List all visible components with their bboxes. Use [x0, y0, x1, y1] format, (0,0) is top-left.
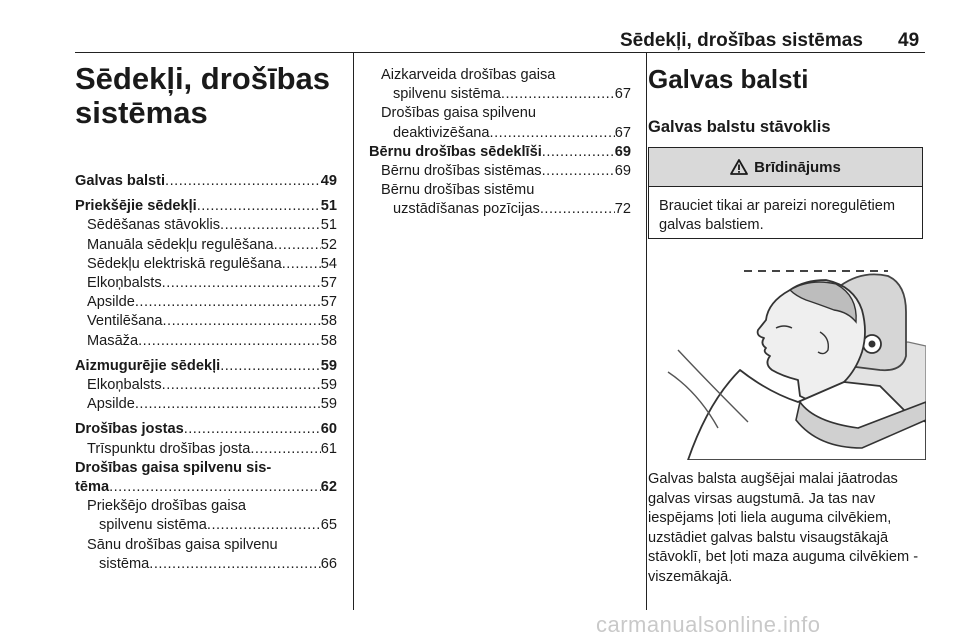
toc-entry[interactable] — [369, 143, 631, 162]
toc-page-number: 69 — [614, 163, 631, 180]
toc-entry[interactable] — [75, 312, 337, 331]
toc-dot-leader — [250, 440, 320, 459]
toc-dot-leader — [501, 85, 615, 104]
toc-dot-leader — [135, 293, 321, 312]
toc-entry[interactable] — [75, 197, 337, 216]
toc-dot-leader — [162, 376, 321, 395]
toc-entry-label: Priekšējie sēdekļi — [75, 198, 197, 215]
toc-entry-text: Bērnu drošības sistēmu — [381, 182, 535, 199]
table-of-contents-left — [75, 172, 337, 574]
toc-page-number: 72 — [614, 201, 631, 218]
toc-entry[interactable] — [75, 255, 337, 274]
toc-page-number: 57 — [320, 294, 337, 311]
toc-entry-label: spilvenu sistēma — [99, 517, 207, 534]
driver-headrest-illustration — [648, 252, 926, 460]
subsection-title: Galvas balstu stāvoklis — [648, 118, 831, 136]
toc-dot-leader — [220, 216, 321, 235]
toc-page-number: 54 — [320, 255, 337, 272]
toc-dot-leader — [135, 395, 321, 414]
toc-entry[interactable] — [75, 274, 337, 293]
toc-dot-leader — [490, 124, 615, 143]
running-header-title: Sēdekļi, drošības sistēmas — [620, 30, 863, 51]
toc-page-number: 67 — [614, 124, 631, 141]
toc-entry-text: Aizkarveida drošības gaisa — [381, 67, 556, 83]
toc-entry-label: Masāža — [87, 332, 139, 349]
toc-entry-label: tēma — [75, 479, 110, 496]
toc-dot-leader — [165, 172, 321, 191]
toc-page-number: 65 — [320, 517, 337, 534]
toc-entry[interactable] — [75, 357, 337, 376]
toc-entry-label: Bērnu drošības sistēmas — [381, 163, 542, 180]
toc-dot-leader — [184, 420, 321, 439]
toc-entry[interactable] — [75, 555, 337, 574]
toc-dot-leader — [197, 197, 321, 216]
toc-entry[interactable] — [75, 216, 337, 235]
toc-entry[interactable] — [75, 516, 337, 535]
toc-page-number: 58 — [320, 313, 337, 330]
toc-page-number: 57 — [320, 275, 337, 292]
toc-entry[interactable] — [369, 200, 631, 219]
toc-page-number: 69 — [614, 143, 631, 160]
toc-entry[interactable] — [369, 85, 631, 104]
toc-entry-label: Galvas balsti — [75, 173, 166, 189]
toc-entry[interactable] — [75, 478, 337, 497]
toc-page-number: 51 — [320, 217, 337, 234]
toc-entry-text: Sānu drošības gaisa spilvenu — [87, 536, 278, 553]
warning-heading: Brīdinājums — [754, 158, 841, 176]
toc-entry-label: Elkoņbalsts — [87, 377, 162, 394]
toc-entry-label: sistēma — [99, 555, 150, 572]
toc-entry[interactable] — [75, 172, 337, 191]
warning-box — [648, 147, 923, 239]
toc-entry[interactable] — [75, 376, 337, 395]
watermark: carmanualsonline.info — [596, 612, 821, 637]
section-title: Galvas balsti — [648, 64, 809, 94]
toc-entry[interactable] — [75, 236, 337, 255]
toc-entry-label: Apsilde — [87, 294, 135, 311]
toc-dot-leader — [162, 312, 320, 331]
toc-entry-label: Trīspunktu drošības josta — [87, 440, 251, 457]
toc-page-number: 52 — [320, 236, 337, 253]
toc-entry-label: Elkoņbalsts — [87, 275, 162, 292]
table-of-contents-middle — [369, 66, 631, 220]
toc-dot-leader — [540, 200, 615, 219]
toc-entry-label: Drošības jostas — [75, 421, 184, 438]
toc-dot-leader — [207, 516, 321, 535]
toc-dot-leader — [542, 143, 615, 162]
toc-dot-leader — [542, 162, 615, 181]
toc-page-number: 61 — [320, 440, 337, 457]
toc-entry-label: deaktivizēšana — [393, 124, 490, 141]
toc-entry-label: spilvenu sistēma — [393, 86, 501, 103]
toc-page-number: 60 — [320, 421, 337, 438]
column-divider-left — [353, 52, 354, 610]
toc-entry[interactable] — [369, 124, 631, 143]
toc-page-number: 59 — [320, 377, 337, 394]
warning-text: Brauciet tikai ar pareizi noregulētiem galvas balstiem. — [659, 198, 896, 233]
page-number: 49 — [898, 30, 920, 51]
toc-dot-leader — [220, 357, 321, 376]
toc-entry[interactable] — [75, 293, 337, 312]
toc-entry[interactable] — [75, 332, 337, 351]
toc-entry[interactable] — [369, 162, 631, 181]
toc-entry[interactable] — [75, 395, 337, 414]
toc-dot-leader — [149, 555, 320, 574]
toc-entry[interactable] — [75, 420, 337, 439]
warning-header — [649, 148, 922, 187]
figure-caption: Galvas balsta augšējai malai jāatrodas galvas virsas augstumā. Ja tas nav iespējams ļoti liela auguma cilvēkiem, uzstādiet galvas balstu visaugstākajā stāvoklī, bet ļoti maza auguma cilvēkiem - viszemākajā. — [648, 471, 919, 585]
column-divider-right — [646, 52, 647, 610]
toc-dot-leader — [274, 236, 321, 255]
toc-dot-leader — [282, 255, 321, 274]
toc-entry-label: Bērnu drošības sēdeklīši — [369, 143, 542, 160]
toc-page-number: 66 — [320, 555, 337, 572]
toc-page-number: 62 — [320, 479, 337, 496]
toc-dot-leader — [162, 274, 321, 293]
toc-page-number: 59 — [320, 357, 337, 374]
toc-entry-label: Apsilde — [87, 396, 135, 413]
toc-dot-leader — [109, 478, 321, 497]
toc-entry-label: Ventilēšana — [87, 313, 163, 330]
toc-page-number: 59 — [320, 396, 337, 413]
toc-entry-label: Sēdēšanas stāvoklis — [87, 217, 221, 234]
toc-entry-label: Aizmugurējie sēdekļi — [75, 357, 221, 374]
toc-entry-label: uzstādīšanas pozīcijas — [393, 201, 540, 218]
toc-entry-text: Drošības gaisa spilvenu — [381, 105, 536, 122]
chapter-title: Sēdekļi, drošības sistēmas — [75, 61, 330, 130]
toc-entry-label: Manuāla sēdekļu regulēšana — [87, 236, 274, 253]
toc-page-number: 67 — [614, 86, 631, 103]
toc-entry-text: Drošības gaisa spilvenu sis- — [75, 459, 272, 476]
toc-dot-leader — [138, 332, 321, 351]
toc-page-number: 49 — [320, 173, 337, 189]
warning-triangle-icon — [730, 159, 748, 175]
toc-entry[interactable] — [75, 440, 337, 459]
toc-entry-text: Priekšējo drošības gaisa — [87, 498, 246, 515]
toc-page-number: 51 — [320, 198, 337, 215]
header-rule — [75, 52, 925, 53]
toc-page-number: 58 — [320, 332, 337, 349]
toc-entry-label: Sēdekļu elektriskā regulēšana — [87, 255, 282, 272]
